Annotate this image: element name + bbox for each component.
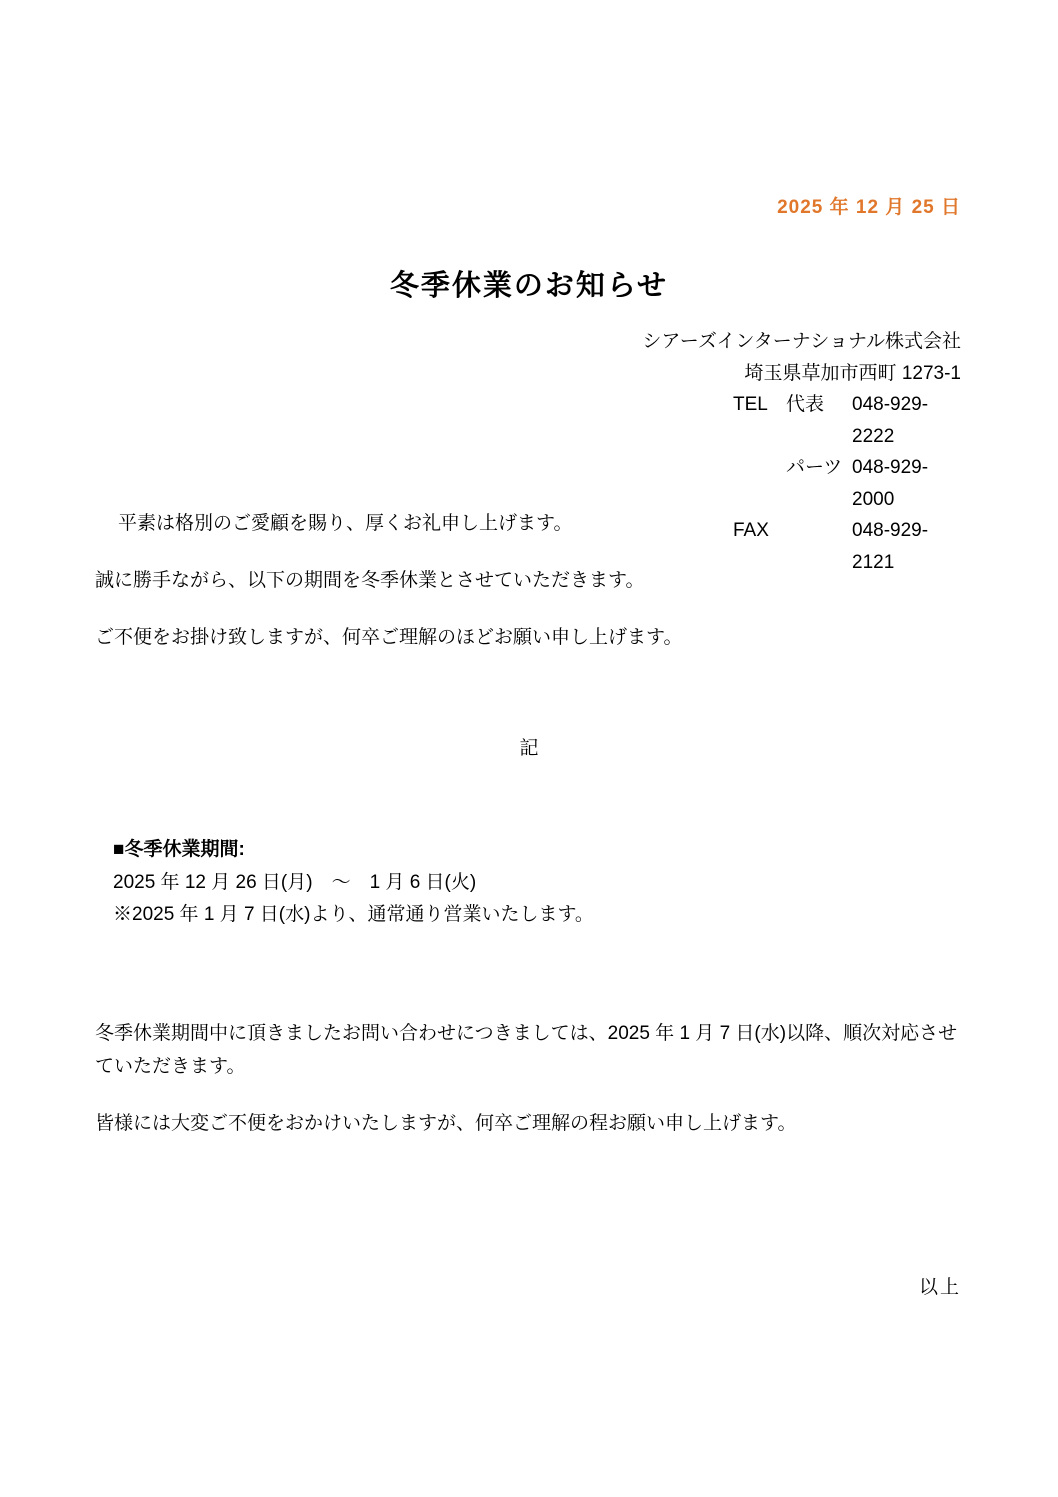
contact-sublabel — [786, 515, 852, 578]
contact-sublabel: パーツ — [786, 457, 843, 478]
contact-label: TEL — [733, 394, 768, 415]
contact-sublabel: 代表 — [786, 394, 825, 415]
record-marker: 記 — [519, 738, 539, 759]
document-date: 2025 年 12 月 25 日 — [777, 197, 961, 218]
company-info-block — [642, 326, 961, 578]
company-name: シアーズインターナショナル株式会社 — [642, 331, 961, 352]
company-address: 埼玉県草加市西町 1273-1 — [744, 362, 961, 384]
closure-note: ※2025 年 1 月 7 日(水)より、通常通り営業いたします。 — [113, 904, 594, 925]
closing-marker: 以上 — [918, 1277, 961, 1298]
notice-paragraph-1: 誠に勝手ながら、以下の期間を冬季休業とさせていただきます。 — [95, 570, 645, 591]
notice-paragraph-2: ご不便をお掛け致しますが、何卒ご理解のほどお願い申し上げます。 — [95, 627, 683, 648]
inquiry-paragraph: 冬季休業期間中に頂きましたお問い合わせにつきましては、2025 年 1 月 7 日(水)以降、順次対応させていただきます。 — [95, 1023, 958, 1077]
document-title: 冬季休業のお知らせ — [389, 270, 669, 302]
contact-row-tel — [733, 389, 961, 452]
contact-label — [733, 452, 786, 515]
apology-paragraph: 皆様には大変ご不便をおかけいたしますが、何卒ご理解の程お願い申し上げます。 — [95, 1113, 797, 1134]
closure-period-block — [113, 834, 594, 932]
contact-number: 048-929-2000 — [852, 457, 929, 510]
contact-number: 048-929-2222 — [852, 394, 929, 447]
greeting-paragraph: 平素は格別のご愛顧を賜り、厚くお礼申し上げます。 — [118, 513, 573, 534]
contact-label: FAX — [733, 520, 769, 541]
closure-period: 2025 年 12 月 26 日(月) ～ 1 月 6 日(火) — [113, 871, 477, 893]
closure-heading: ■冬季休業期間: — [113, 839, 245, 860]
contact-row-parts — [733, 452, 961, 515]
contact-row-fax — [733, 515, 961, 578]
contact-number: 048-929-2121 — [852, 520, 929, 573]
